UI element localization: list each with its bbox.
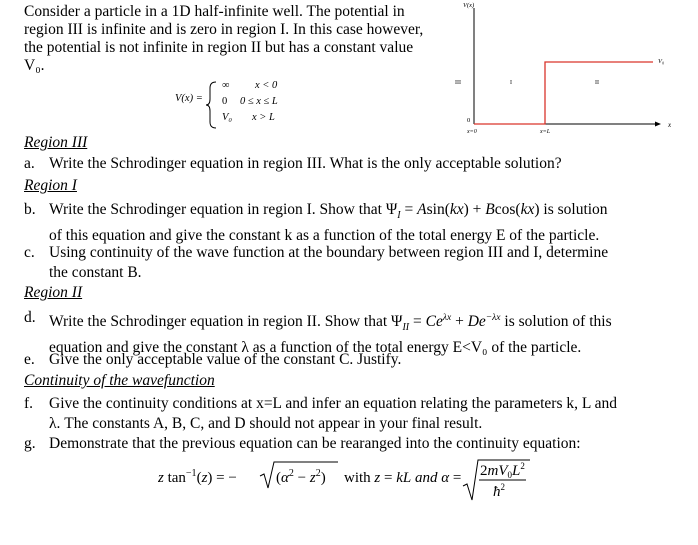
- question-e-label: e.: [24, 351, 35, 368]
- potential-cond-3: x > L: [252, 112, 275, 123]
- region-label-i: I: [510, 80, 512, 86]
- potential-value-2: 0: [222, 96, 228, 107]
- question-e-text: Give the only acceptable value of the constant C. Justify.: [49, 351, 402, 368]
- v0-label: V₀: [658, 58, 665, 65]
- question-f-line-1: Give the continuity conditions at x=L and infer an equation relating the parameters k, L and: [49, 395, 617, 412]
- question-f-label: f.: [24, 395, 34, 412]
- potential-value-3: V₀: [222, 112, 233, 123]
- question-b-label: b.: [24, 201, 36, 218]
- question-g-text: Demonstrate that the previous equation can be rearanged into the continuity equation:: [49, 435, 581, 452]
- question-c-label: c.: [24, 244, 35, 261]
- svg-text:ħ2: $ħ^2$: [493, 482, 505, 500]
- question-b-post: is solution: [543, 201, 608, 218]
- svg-text:(α2 − z2): $(\alpha^2 - z^2)$: [276, 468, 326, 486]
- question-b-line-2: of this equation and give the constant k as a function of the total energy E of the particle.: [49, 227, 600, 245]
- potential-figure: [440, 0, 695, 140]
- region-label-ii: II: [595, 80, 599, 86]
- section-continuity: Continuity of the wavefunction: [24, 372, 215, 389]
- question-b-pre: Write the Schrodinger equation in region I. Show that: [49, 201, 382, 218]
- question-d-post: is solution of this: [504, 313, 612, 330]
- question-d-pre: Write the Schrodinger equation in region II. Show that: [49, 313, 388, 330]
- x-axis-arrow-icon: [655, 122, 661, 127]
- svg-text:2mV0L2: $2mV_0L^2$: [480, 461, 525, 480]
- continuity-equation: [158, 458, 538, 507]
- x-axis-label: x: [668, 121, 672, 129]
- question-f-line-2: λ. The constants A, B, C, and D should not appear in your final result.: [49, 415, 483, 432]
- potential-value-1: ∞: [222, 80, 230, 91]
- question-d-label: d.: [24, 309, 36, 326]
- region-label-iii: III: [455, 80, 461, 86]
- question-a-label: a.: [24, 155, 35, 172]
- xL-label: x=L: [540, 129, 551, 135]
- origin-label: 0: [467, 117, 471, 124]
- question-d-formula: $\Psi_{II} = Ce^{\lambda x} + De^{-\lambda x}$: [391, 313, 501, 334]
- potential-cond-1: x < 0: [255, 80, 278, 91]
- section-region-ii: Region II: [24, 284, 83, 301]
- potential-cond-2: 0 ≤ x ≤ L: [240, 96, 278, 107]
- svg-text:with z = kL and α =: with z = kL and α =: [344, 470, 462, 486]
- question-f: [24, 394, 617, 434]
- left-brace-icon: [205, 80, 219, 130]
- question-b-formula: $\Psi_I = Asin(kx) + Bcos(kx)$: [385, 201, 540, 222]
- question-a-text: Write the Schrodinger equation in region III. What is the only acceptable solution?: [49, 155, 562, 172]
- continuity-equation-graphic: [158, 458, 538, 502]
- intro-line-2: region III is infinite and is zero in region I. In this case however,: [24, 21, 424, 38]
- intro-line-4: V₀.: [24, 57, 45, 74]
- question-d-line-2: equation and give the constant λ as a function of the total energy E<V₀ of the particle.: [49, 339, 582, 357]
- question-b: [24, 200, 608, 246]
- question-g-label: g.: [24, 435, 36, 452]
- question-a: [24, 154, 562, 174]
- intro-line-3: the potential is not infinite in region II but has a constant value: [24, 39, 414, 56]
- svg-text:z tan−1(z) = −: z $\tan^{-1}(z)$ = −: [158, 468, 237, 486]
- question-g: [24, 434, 581, 454]
- x0-label: x=0: [467, 129, 477, 135]
- question-c: [24, 243, 608, 283]
- question-e: [24, 350, 401, 370]
- section-region-i: Region I: [24, 177, 77, 194]
- intro-line-1: Consider a particle in a 1D half-infinite well. The potential in: [24, 3, 405, 20]
- y-axis-label: V(x): [463, 2, 475, 9]
- potential-lhs: V(x) =: [175, 93, 203, 104]
- question-c-line-1: Using continuity of the wave function at the boundary between region III and I, determine: [49, 244, 609, 261]
- section-region-iii: Region III: [24, 134, 88, 151]
- potential-curve: [474, 62, 653, 124]
- question-c-line-2: the constant B.: [49, 264, 142, 281]
